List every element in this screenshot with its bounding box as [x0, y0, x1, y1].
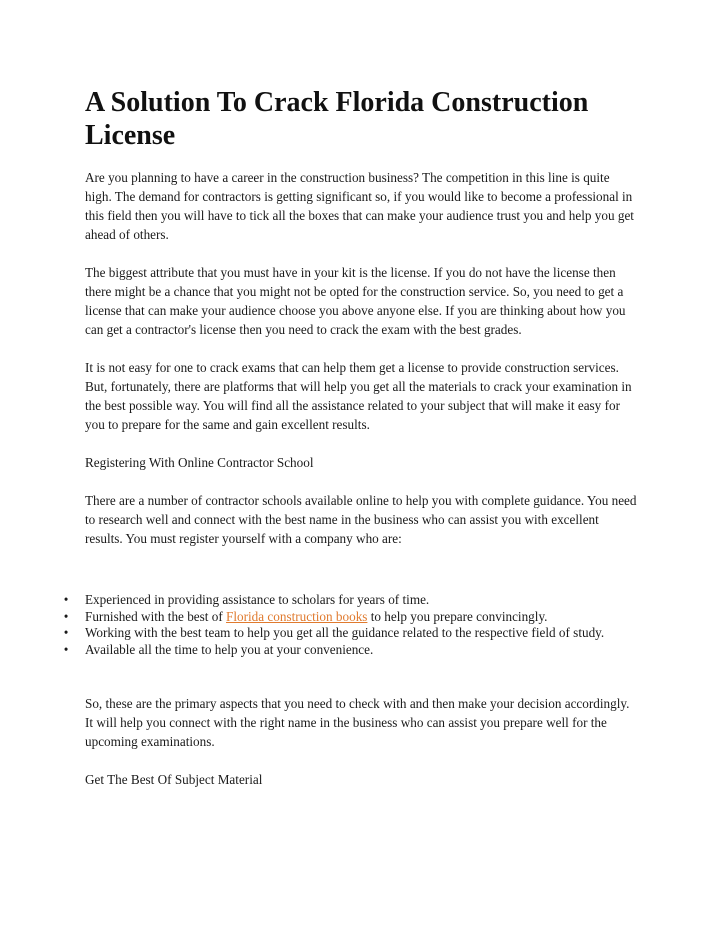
- paragraph-license: The biggest attribute that you must have in your kit is the license. If you do not have the license then there might be a chance that you might not be opted for the construction service. So, you need to get a license that can make your audience choose you above anyone else. If you are thinking about how you can get a contractor's license then you need to crack the exam with the best grades.: [85, 265, 626, 337]
- list-item-text: Experienced in providing assistance to scholars for years of time.: [85, 592, 430, 607]
- section-heading-subject-material: Get The Best Of Subject Material: [85, 772, 263, 787]
- list-item-text-before-link: Furnished with the best of: [85, 608, 227, 624]
- bullet-icon: •: [63, 641, 69, 657]
- florida-construction-books-link[interactable]: Florida construction books: [226, 608, 368, 624]
- list-item: [0, 642, 637, 659]
- list-item-text: Available all the time to help you at your convenience.: [85, 641, 374, 657]
- section-heading-registering: Registering With Online Contractor School: [85, 455, 314, 470]
- document-page: [63, 86, 637, 808]
- list-item: [0, 592, 637, 609]
- list-item: [0, 609, 637, 626]
- paragraph-intro: Are you planning to have a career in the construction business? The competition in this line is quite high. The demand for contractors is getting significant so, if you would like to become a professional in this field then you will have to tick all the boxes that can make your audience trust you and help you get ahead of others.: [85, 170, 634, 242]
- document-title: A Solution To Crack Florida Construction License: [85, 87, 589, 151]
- list-item-text: Working with the best team to help you get all the guidance related to the respective field of study.: [85, 625, 605, 640]
- list-item: [0, 625, 637, 642]
- paragraph-contractor-schools: There are a number of contractor schools available online to help you with complete guidance. You need to research well and connect with the best name in the business who can assist you with excellent results. You must register yourself with a company who are:: [85, 493, 637, 546]
- list-item-text-after-link: to help you prepare convincingly.: [367, 608, 548, 624]
- bullet-icon: •: [63, 625, 69, 640]
- bullet-icon: •: [63, 608, 69, 624]
- paragraph-summary: So, these are the primary aspects that you need to check with and then make your decision accordingly. It will help you connect with the right name in the business who can assist you prepare well for the upcoming examinations.: [85, 696, 630, 749]
- requirements-list: [0, 592, 637, 658]
- bullet-icon: •: [63, 592, 69, 607]
- paragraph-platforms: It is not easy for one to crack exams that can help them get a license to provide construction services. But, fortunately, there are platforms that will help you get all the materials to crack your examination in the best possible way. You will find all the assistance related to your subject that will make it easy for you to prepare for the same and gain excellent results.: [85, 360, 632, 432]
